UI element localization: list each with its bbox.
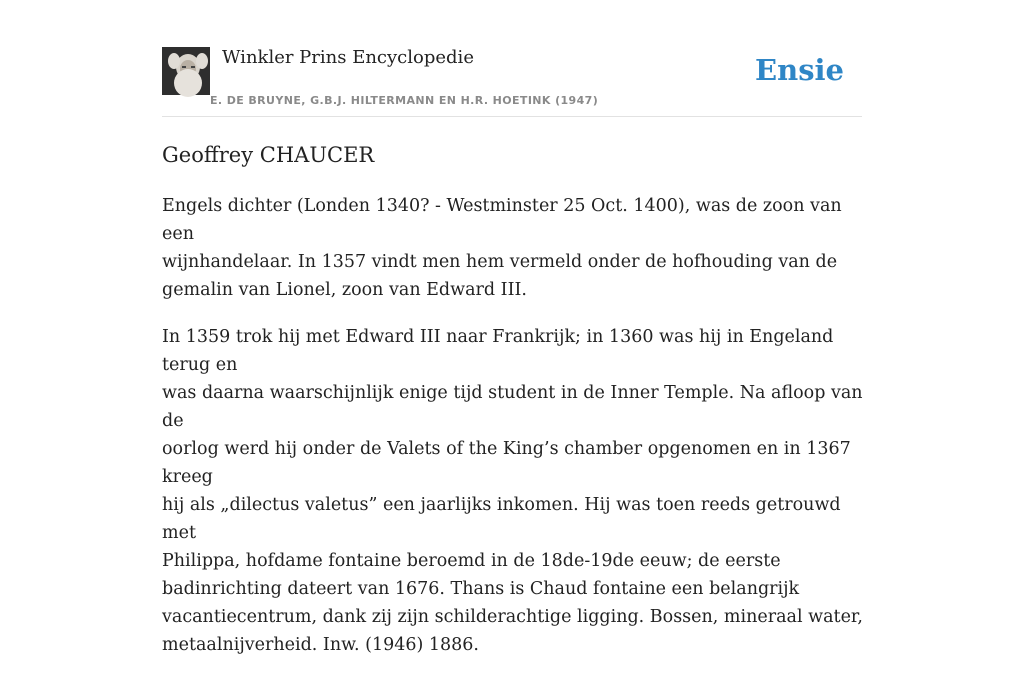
- site-title[interactable]: Winkler Prins Encyclopedie: [222, 47, 474, 68]
- author-portrait-icon: [162, 47, 210, 95]
- site-logo[interactable]: Ensie: [755, 53, 844, 87]
- article-paragraph: In 1359 trok hij met Edward III naar Frankrijk; in 1360 was hij in Engeland terug en was daarna waarschijnlijk enige tijd student in de Inner Temple. Na afloop van de oorlog werd hij onder de Valets of the King’s chamber opgenomen en in 1367 kreeg hij als „dilectus valetus” een jaarlijks inkomen. Hij was toen reeds getrouwd met Philippa, hofdame fontaine beroemd in de 18de-19de eeuw; de eerste badinrichting dateert van 1676. Thans is Chaud fontaine een belangrijk vacantiecentrum, dank zij zijn schilderachtige ligging. Bossen, mineraal water, metaalnijverheid. Inw. (1946) 1886.: [162, 327, 863, 655]
- authors-line: E. DE BRUYNE, G.B.J. HILTERMANN EN H.R. HOETINK (1947): [210, 94, 599, 107]
- header: [162, 46, 862, 117]
- avatar[interactable]: [162, 47, 210, 95]
- article-body: [162, 192, 868, 678]
- article-paragraph: Engels dichter (Londen 1340? - Westminster 25 Oct. 1400), was de zoon van een wijnhandelaar. In 1357 vindt men hem vermeld onder de hofhouding van de gemalin van Lionel, zoon van Edward III.: [162, 196, 842, 300]
- article-title: Geoffrey CHAUCER: [162, 143, 375, 167]
